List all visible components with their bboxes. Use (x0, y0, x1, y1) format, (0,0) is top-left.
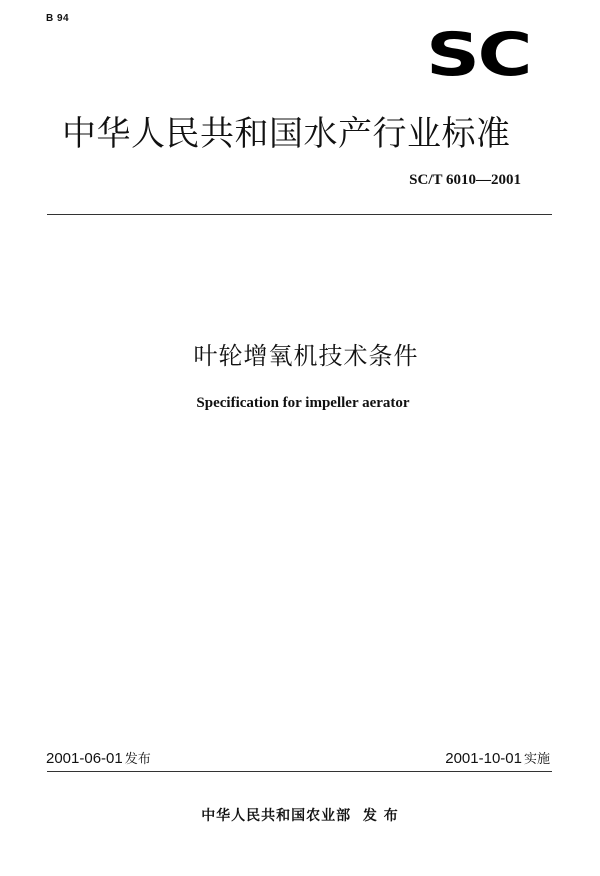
standard-code: SC/T 6010—2001 (409, 172, 521, 188)
classification-code: B 94 (46, 13, 70, 24)
issue-date-block (46, 748, 151, 767)
document-title-english: Specification for impeller aerator (196, 395, 410, 411)
implementation-date: 2001-10-01 (445, 750, 522, 767)
document-title-chinese: 叶轮增氧机技术条件 (193, 342, 419, 370)
implementation-date-block (445, 748, 550, 767)
issue-label: 发布 (124, 752, 151, 767)
issue-date: 2001-06-01 (46, 750, 123, 767)
header-divider (47, 214, 552, 215)
standard-title: 中华人民共和国水产行业标准 (62, 114, 511, 154)
publisher: 中华人民共和国农业部 发 布 (201, 808, 399, 824)
implementation-label: 实施 (523, 752, 550, 767)
sc-logo: SC (425, 20, 531, 90)
footer-divider (47, 771, 552, 772)
